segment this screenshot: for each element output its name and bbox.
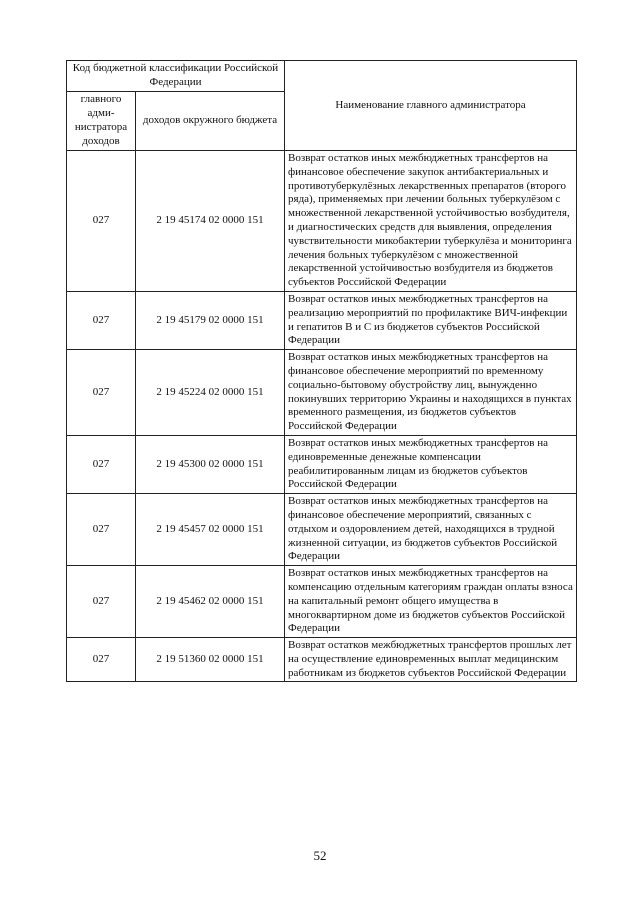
administrator-name-cell: Возврат остатков иных межбюджетных трансфертов на финансовое обеспечение мероприятий, связанных с отдыхом и оздоровлением детей, находящихся в трудной жизненной ситуации, из бюджетов субъектов Российской Федерации <box>285 494 577 566</box>
table-row <box>67 494 577 566</box>
admin-code-cell: 027 <box>67 435 136 493</box>
administrator-name-cell: Возврат остатков иных межбюджетных трансфертов на единовременные денежные компенсации реабилитированным лицам из бюджетов субъектов Российской Федерации <box>285 435 577 493</box>
table-row <box>67 638 577 682</box>
table-row <box>67 566 577 638</box>
header-classification-code: Код бюджетной классификации Российской Федерации <box>67 61 285 92</box>
administrator-name-cell: Возврат остатков иных межбюджетных трансфертов на компенсацию отдельным категориям граждан оплаты взноса на капитальный ремонт общего имущества в многоквартирном доме из бюджетов субъектов Российской Федерации <box>285 566 577 638</box>
page-number: 52 <box>313 848 327 863</box>
administrator-name-cell: Возврат остатков межбюджетных трансфертов прошлых лет на осуществление единовременных выплат медицинским работникам из бюджетов субъектов Российской Федерации <box>285 638 577 682</box>
admin-code-cell: 027 <box>67 494 136 566</box>
table-row <box>67 350 577 436</box>
budget-code-cell: 2 19 45179 02 0000 151 <box>136 291 285 349</box>
budget-code-cell: 2 19 45457 02 0000 151 <box>136 494 285 566</box>
admin-code-cell: 027 <box>67 291 136 349</box>
header-main-administrator: главного адми-нистратора доходов <box>67 92 136 151</box>
table-body <box>67 151 577 682</box>
administrator-name-cell: Возврат остатков иных межбюджетных трансфертов на финансовое обеспечение мероприятий по временному социально-бытовому обустройству лиц, вынужденно покинувших территорию Украины и находящихся в пунктах временного размещения, из бюджетов субъектов Российской Федерации <box>285 350 577 436</box>
administrator-name-cell: Возврат остатков иных межбюджетных трансфертов на реализацию мероприятий по профилактике ВИЧ-инфекции и гепатитов В и С из бюджетов субъектов Российской Федерации <box>285 291 577 349</box>
admin-code-cell: 027 <box>67 638 136 682</box>
budget-code-cell: 2 19 45300 02 0000 151 <box>136 435 285 493</box>
table-row <box>67 151 577 292</box>
table-row <box>67 291 577 349</box>
budget-code-cell: 2 19 45462 02 0000 151 <box>136 566 285 638</box>
budget-code-cell: 2 19 51360 02 0000 151 <box>136 638 285 682</box>
budget-code-cell: 2 19 45224 02 0000 151 <box>136 350 285 436</box>
table-header-row <box>67 61 577 92</box>
header-district-budget-income: доходов окружного бюджета <box>136 92 285 151</box>
budget-classification-table <box>66 60 577 682</box>
admin-code-cell: 027 <box>67 350 136 436</box>
admin-code-cell: 027 <box>67 566 136 638</box>
budget-code-cell: 2 19 45174 02 0000 151 <box>136 151 285 292</box>
header-administrator-name: Наименование главного администратора <box>285 61 577 151</box>
table-row <box>67 435 577 493</box>
administrator-name-cell: Возврат остатков иных межбюджетных трансфертов на финансовое обеспечение закупок антибактериальных и противотуберкулёзных лекарственных препаратов (второго ряда), применяемых при лечении больных туберкулёзом с множественной лекарственной устойчивостью возбудителя, и диагностических средств для выявления, определения чувствительности микобактерии туберкулёза и мониторинга лечения больных туберкулёзом с множественной лекарственной устойчивостью возбудителя из бюджетов субъектов Российской Федерации <box>285 151 577 292</box>
admin-code-cell: 027 <box>67 151 136 292</box>
